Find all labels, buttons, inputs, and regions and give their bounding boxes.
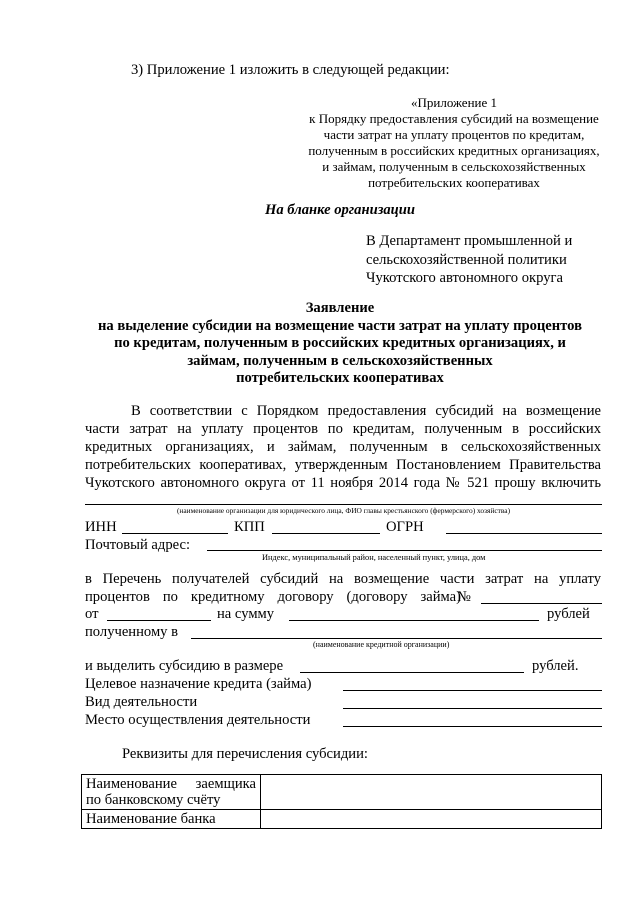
requisites-heading: Реквизиты для перечисления субсидии: <box>122 746 368 762</box>
org-name-field[interactable] <box>85 504 602 505</box>
from-label: от <box>85 606 99 622</box>
title-line: займам, полученным в сельскохозяйственных <box>187 352 493 369</box>
received-label: полученному в <box>85 624 179 640</box>
appendix-header-line: полученным в российских кредитных организациях, <box>308 143 600 158</box>
title-line: потребительских кооперативах <box>236 370 444 386</box>
table-row <box>82 810 602 829</box>
table-row <box>82 775 602 810</box>
subsidy-amount-field[interactable] <box>300 672 524 673</box>
addressee-block <box>366 232 572 288</box>
contract-number-sign: № <box>457 589 471 605</box>
inn-label: ИНН <box>85 519 117 535</box>
rubles-dot-label: рублей. <box>532 658 579 674</box>
rubles-label: рублей <box>547 606 590 622</box>
kpp-label: КПП <box>234 519 265 535</box>
org-name-caption: (наименование организации для юридического лица, ФИО главы крестьянского (фермерского) хозяйства) <box>176 506 511 515</box>
place-label: Место осуществления деятельности <box>85 712 311 728</box>
bank-caption: (наименование кредитной организации) <box>313 640 450 649</box>
table-cell-label: Наименование заемщика по банковскому счёту <box>82 775 261 810</box>
addressee-line: В Департамент промышленной и <box>366 233 573 249</box>
contract-text: процентов по кредитному договору (договору займа) <box>85 589 461 605</box>
document-title <box>60 300 620 388</box>
addressee-line: Чукотского автономного округа <box>366 270 563 286</box>
activity-field[interactable] <box>343 708 602 709</box>
ogrn-field[interactable] <box>446 533 602 534</box>
kpp-field[interactable] <box>272 533 380 534</box>
appendix-header-line: и займам, полученным в сельскохозяйственных <box>322 159 586 174</box>
table-cell-value[interactable] <box>261 810 602 829</box>
table-cell-value[interactable] <box>261 775 602 810</box>
requisites-table <box>81 774 602 829</box>
contract-number-field[interactable] <box>481 603 602 604</box>
appendix-header-line: потребительских кооперативах <box>368 175 540 190</box>
letterhead-note: На бланке организации <box>265 202 416 218</box>
body-line: потребительских кооперативах, утвержденным Постановлением Правительства <box>85 457 601 473</box>
purpose-label: Целевое назначение кредита (займа) <box>85 676 312 692</box>
contract-sum-field[interactable] <box>289 620 539 621</box>
body-line: В соответствии с Порядком предоставления субсидий на возмещение <box>131 403 601 419</box>
contract-date-field[interactable] <box>107 620 211 621</box>
activity-label: Вид деятельности <box>85 694 198 710</box>
body-line: Чукотского автономного округа от 11 ноября 2014 года № 521 прошу включить <box>85 475 601 491</box>
table-cell-label: Наименование банка <box>82 810 261 829</box>
bank-name-field[interactable] <box>191 638 602 639</box>
address-caption: Индекс, муниципальный район, населенный пункт, улица, дом <box>262 553 486 562</box>
place-field[interactable] <box>343 726 602 727</box>
purpose-field[interactable] <box>343 690 602 691</box>
ogrn-label: ОГРН <box>386 519 424 535</box>
title-line: на выделение субсидии на возмещение части затрат на уплату процентов <box>98 317 582 334</box>
inn-field[interactable] <box>122 533 228 534</box>
appendix-header <box>300 95 608 191</box>
sum-label: на сумму <box>217 606 275 622</box>
list-line: в Перечень получателей субсидий на возмещение части затрат на уплату <box>85 571 601 587</box>
appendix-header-line: части затрат на уплату процентов по кредитам, <box>323 127 585 142</box>
intro-line: 3) Приложение 1 изложить в следующей редакции: <box>131 62 450 78</box>
addressee-line: сельскохозяйственной политики <box>366 251 567 268</box>
body-line: кредитных организациях, и займам, полученным в сельскохозяйственных <box>85 439 601 455</box>
subsidy-label: и выделить субсидию в размере <box>85 658 284 674</box>
address-field[interactable] <box>207 550 602 551</box>
body-line: части затрат на уплату процентов по кредитам, полученным в российских <box>85 421 601 437</box>
address-label: Почтовый адрес: <box>85 537 191 553</box>
title-line: Заявление <box>305 300 375 316</box>
appendix-header-line: к Порядку предоставления субсидий на возмещение <box>309 111 599 126</box>
title-line: по кредитам, полученным в российских кредитных организациях, и <box>114 335 566 351</box>
appendix-header-line: «Приложение 1 <box>410 95 498 110</box>
